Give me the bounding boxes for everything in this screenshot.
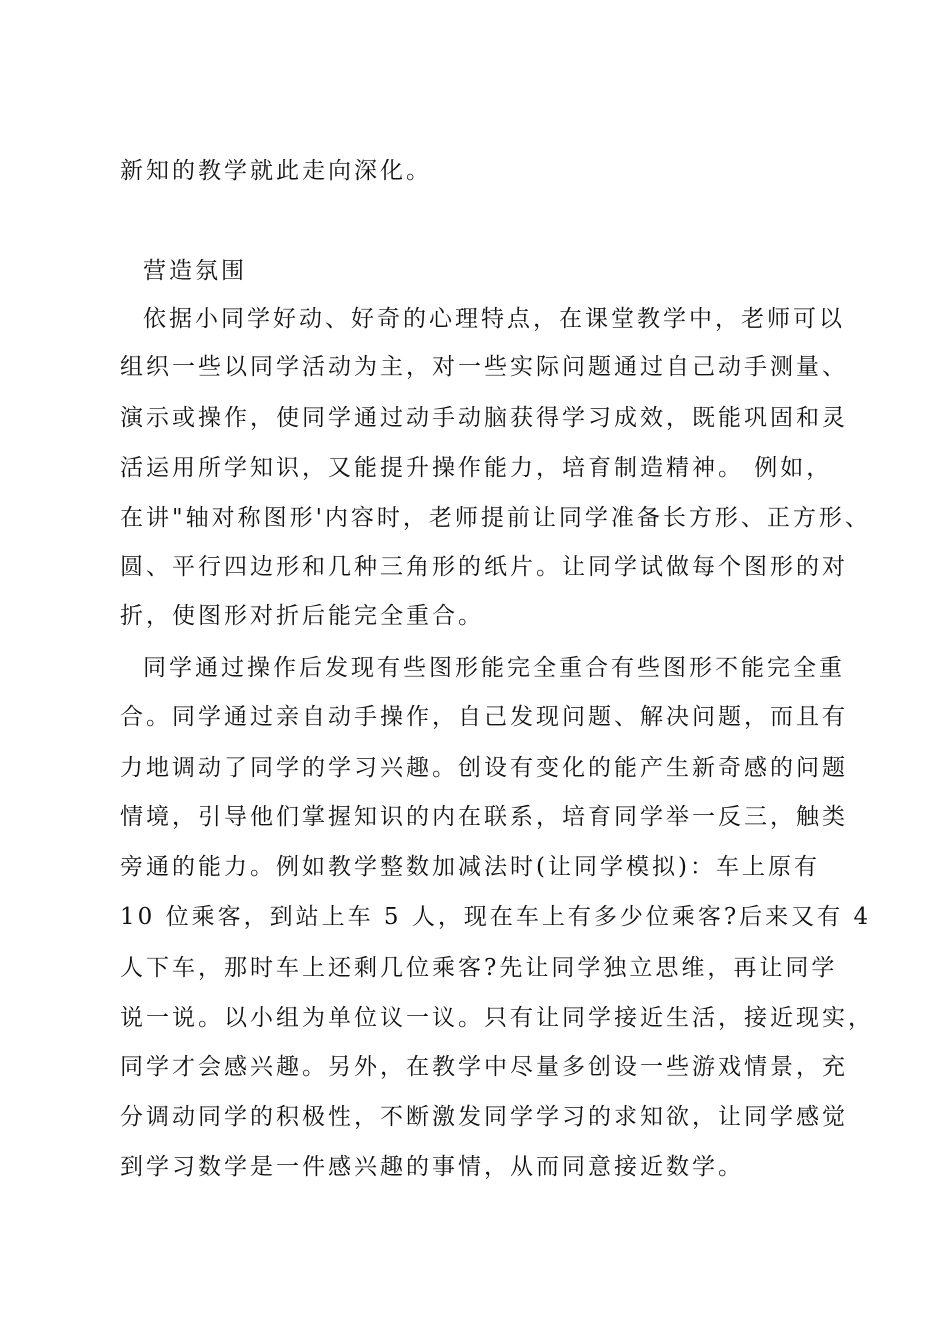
text-line: 说一说。以小组为单位议一议。只有让同学接近生活，接近现实， [120,1005,874,1031]
text-line: 合。同学通过亲自动手操作，自己发现问题、解决问题，而且有 [120,704,848,730]
text-line: 同学通过操作后发现有些图形能完全重合有些图形不能完全重 [143,655,845,681]
text-line: 分调动同学的积极性，不断激发同学学习的求知欲，让同学感觉 [120,1104,848,1130]
text-line: 新知的教学就此走向深化。 [120,158,432,184]
text-line: 演示或操作，使同学通过动手动脑获得学习成效，既能巩固和灵 [120,405,848,431]
text-line: 折，使图形对折后能完全重合。 [120,603,484,629]
section-heading: 营造氛围 [143,258,247,284]
text-line: 圆、平行四边形和几种三角形的纸片。让同学试做每个图形的对 [120,554,848,580]
text-line: 人下车，那时车上还剩几位乘客?先让同学独立思维，再让同学 [120,955,838,981]
text-line: 在讲"轴对称图形'内容时，老师提前让同学准备长方形、正方形、 [120,505,871,531]
text-line: 组织一些以同学活动为主，对一些实际问题通过自己动手测量、 [120,354,848,380]
text-line: 同学才会感兴趣。另外，在教学中尽量多创设一些游戏情景，充 [120,1054,848,1080]
text-line: 依据小同学好动、好奇的心理特点，在课堂教学中，老师可以 [143,306,845,332]
text-line: 到学习数学是一件感兴趣的事情，从而同意接近数学。 [120,1154,744,1180]
text-line: 力地调动了同学的学习兴趣。创设有变化的能产生新奇感的问题 [120,755,848,781]
text-line: 10 位乘客，到站上车 5 人，现在车上有多少位乘客?后来又有 4 [120,904,872,930]
text-line: 旁通的能力。例如教学整数加减法时(让同学模拟)：车上原有 [120,854,820,880]
text-line: 情境，引导他们掌握知识的内在联系，培育同学举一反三，触类 [120,804,848,830]
text-line: 活运用所学知识，又能提升操作能力，培育制造精神。 例如， [120,455,833,481]
